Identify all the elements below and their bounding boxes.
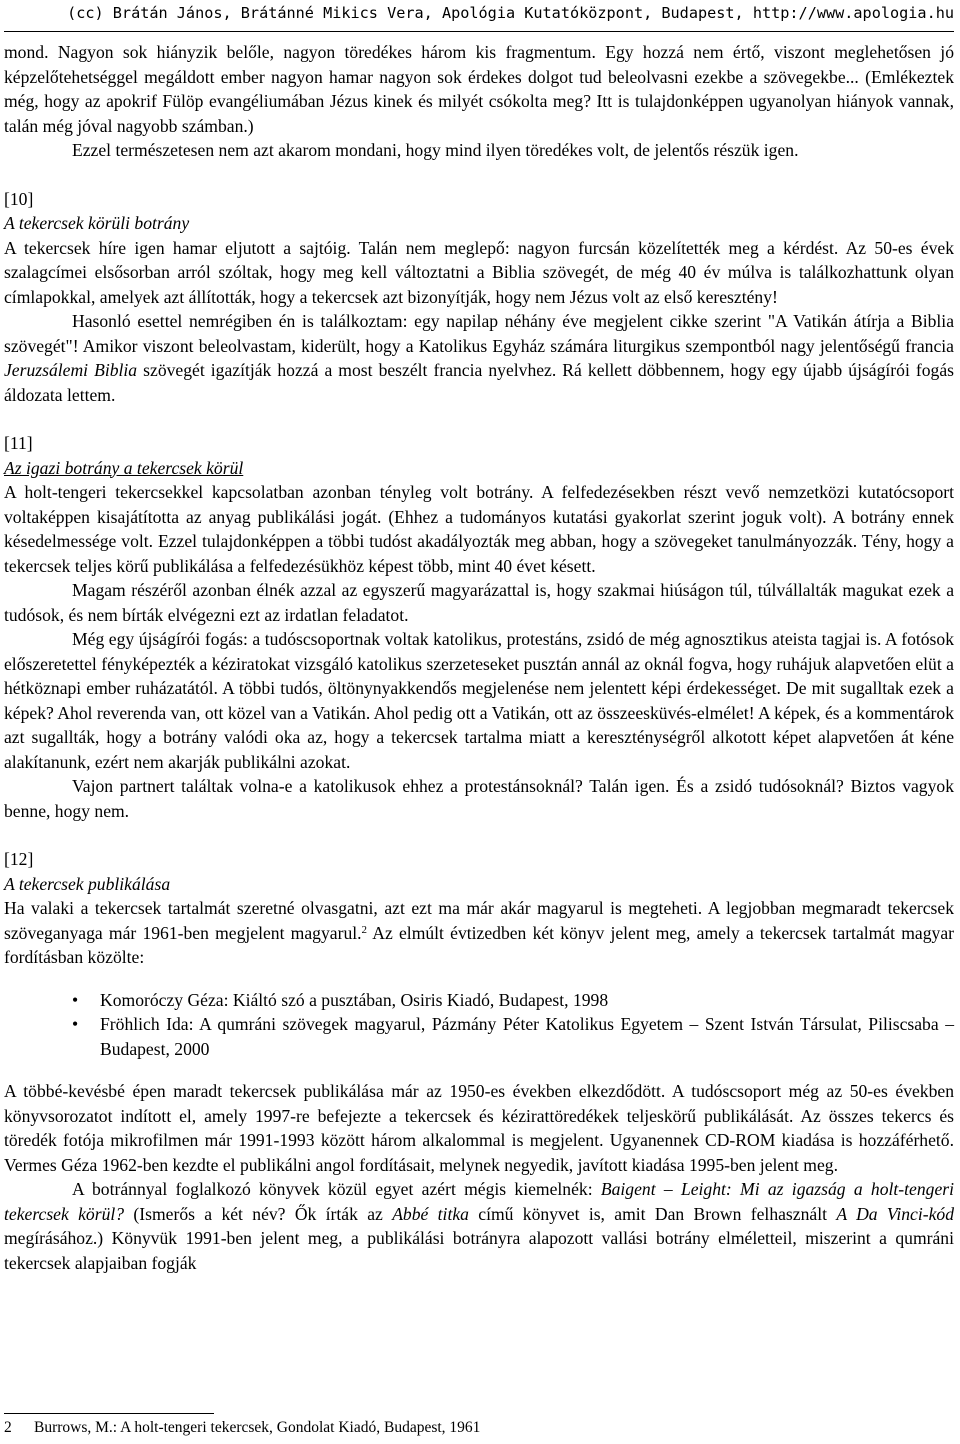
section-12 [4,847,954,1275]
section-number: [12] [4,849,34,869]
intro-paragraph: mond. Nagyon sok hiányzik belőle, nagyon töredékes három kis fragmentum. Egy hozzá nem értő, viszont meglehetősen jó képzelőtehetséggel megáldott ember nagyon hamar nagyon sok érdekes dolgot tud beleolvasni ezekbe a szövegekbe... (Emlékeztek még, hogy az apokrif Fülöp evangéliumában Jézus kinek és milyét csókolta meg? Itt is tulajdonképpen ugyanolyan hiányok vannak, talán még jóval nagyobb számban.) [4,42,954,136]
section-paragraph [4,1177,954,1275]
section-paragraph [4,309,954,407]
bullet-icon: • [72,989,79,1010]
footnote-ref[interactable]: 2 [361,923,368,936]
footnote-area [4,1413,954,1437]
page-header: (cc) Brátán János, Brátánné Mikics Vera, Apológia Kutatóközpont, Budapest, http://www.apologia.hu [67,4,954,22]
text-run: Hasonló esettel nemrégiben én is találkoztam: egy napilap néhány éve megjelent cikke szerint "A Vatikán átírja a Biblia szövegét"! Amikor viszont beleolvastam, kiderült, hogy a Katolikus Egyház számára liturgikus szempontból nagy jelentőségű francia [4,311,954,356]
footnote-rule [4,1413,214,1414]
text-run: (Ismerős a két név? Ők írták az [124,1203,393,1224]
list-item [4,988,954,1013]
header-rule [4,31,954,32]
text-run: című könyvet is, amit Dan Brown felhasznált [468,1203,837,1224]
text-run: Ha valaki a tekercsek tartalmát szeretné olvasgatni, azt ezt ma már akár magyarul is megteheti. A legjobban megmaradt tekercsek szöveganyaga már 1961-ben megjelent magyarul. [4,898,954,943]
footnote-number: 2 [4,1419,12,1436]
bullet-icon: • [72,1014,79,1034]
text-run: szövegét igazítják hozzá a most beszélt francia nyelvhez. Rá kellett döbbennem, hogy egy újabb újságírói fogás áldozata lettem. [4,360,954,405]
section-10 [4,187,954,408]
book-title: Jeruzsálemi Biblia [4,360,138,380]
intro-paragraph-2: Ezzel természetesen nem azt akarom mondani, hogy mind ilyen töredékes volt, de jelentős részük igen. [72,140,799,160]
book-title: Abbé titka [392,1203,469,1224]
text-run: Az elmúlt évtizedben két könyv jelent meg, amely a tekercsek tartalmát magyar fordításban közölte: [4,922,954,967]
reference-text: Komoróczy Géza: Kiáltó szó a pusztában, Osiris Kiadó, Budapest, 1998 [100,989,609,1010]
section-paragraph: Magam részéről azonban élnék azzal az egyszerű magyarázattal is, hogy szakmai hiúságon túl, túlvállalták magukat ezek a tudósok, és nem bírták elvégezni ezt az irdatlan feladatot. [4,580,954,625]
footnote-text: Burrows, M.: A holt-tengeri tekercsek, Gondolat Kiadó, Budapest, 1961 [34,1419,481,1436]
section-title: Az igazi botrány a tekercsek körül [4,457,244,478]
section-number: [11] [4,433,33,453]
section-title: A tekercsek körüli botrány [4,213,190,233]
list-item [4,1012,954,1061]
document-body [4,40,954,1275]
section-paragraph: A többé-kevésbé épen maradt tekercsek publikálása már az 1950-es években elkezdődött. A tudóscsoport még az 50-es években könyvsorozatot indított el, amely 1997-re befejezte a tekercsek és kézirattöredékek teljeskörű publikálását. Az összes tekercs és töredék fotója mikrofilmen már 1991-1993 között három alkalommal is megjelent. Ugyanennek CD-ROM kiadása is hozzáférhető. Vermes Géza 1962-ben kezdte el publikálni angol fordításait, melynek negyedik, javított kiadása 1995-ben jelent meg. [4,1081,954,1175]
section-paragraph: Vajon partnert találtak volna-e a katolikusok ehhez a protestánsoknál? Talán igen. És a zsidó tudósoknál? Biztos vagyok benne, hogy nem. [4,776,954,821]
text-run: A botránnyal foglalkozó könyvek közül egyet azért mégis kiemelnék: [72,1179,601,1199]
section-paragraph [4,896,954,970]
section-paragraph: Még egy újságírói fogás: a tudóscsoportnak voltak katolikus, protestáns, zsidó de még agnosztikus ateista tagjai is. A fotósok előszeretettel fényképezték a kéziratokat vizsgáló katolikus szerzeteseket pusztán annál az oknál fogva, hogy ruhájuk alapvetően elüt a hétköznapi ember ruházatától. A többi tudós, öltönynyakkendős megjelenése nem jelentett képi érdekességet. De mit sugalltak ezek a képek? Ahol reverenda van, ott közel van a Vatikán. Ahol pedig ott a Vatikán, ott az összeesküvés-elmélet! A képek, és a kommentárok azt sugallták, hogy a botrány valódi oka az, hogy a tekercsek tartalma miatt a kereszténységről alkotott képet alapvetően át kéne alakítanunk, ezért nem akarják publikálni azokat. [4,629,954,772]
section-number: [10] [4,188,34,209]
section-paragraph: A tekercsek híre igen hamar eljutott a sajtóig. Talán nem meglepő: nagyon furcsán közelítették meg a kérdést. Az 50-es évek szalagcímei elsősorban arról szóltak, hogy meg kell változtatni a Biblia szövegét, de még 40 év múlva is találkozhattunk olyan címlapokkal, amelyek azt állították, hogy a tekercsek azt bizonyítják, hogy nem Jézus volt az első keresztény! [4,237,954,307]
section-paragraph: A holt-tengeri tekercsekkel kapcsolatban azonban tényleg volt botrány. A felfedezésekben részt vevő nemzetközi kutatócsoport voltaképpen kisajátította az anyag publikálási jogát. (Ehhez a tudományos kutatási gyakorlat szerint joguk volt). A botrány ennek késedelmessége volt. Ezzel tulajdonképpen a többi tudóst akadályozták meg abban, hogy a szövegeket tanulmányozzák. Tény, hogy a tekercsek teljes körű publikálása a felfedezésükhöz képest több, mint 40 évet késett. [4,482,954,576]
section-title: A tekercsek publikálása [4,873,171,894]
reference-text: Fröhlich Ida: A qumráni szövegek magyarul, Pázmány Péter Katolikus Egyetem – Szent István Társulat, Piliscsaba – Budapest, 2000 [100,1014,954,1059]
reference-list [4,988,954,1062]
text-run: megírásához.) Könyvük 1991-ben jelent meg, a publikálási botrányra alapozott vallási botrány elméletteil, miszerint a qumráni tekercsek alapjaiban fogják [4,1228,954,1273]
footnote [4,1419,954,1437]
book-title: A Da Vinci-kód [836,1203,954,1224]
book-title: Baigent – Leight: Mi az igazság a holt-tengeri tekercsek körül? [4,1179,954,1224]
section-11 [4,431,954,823]
